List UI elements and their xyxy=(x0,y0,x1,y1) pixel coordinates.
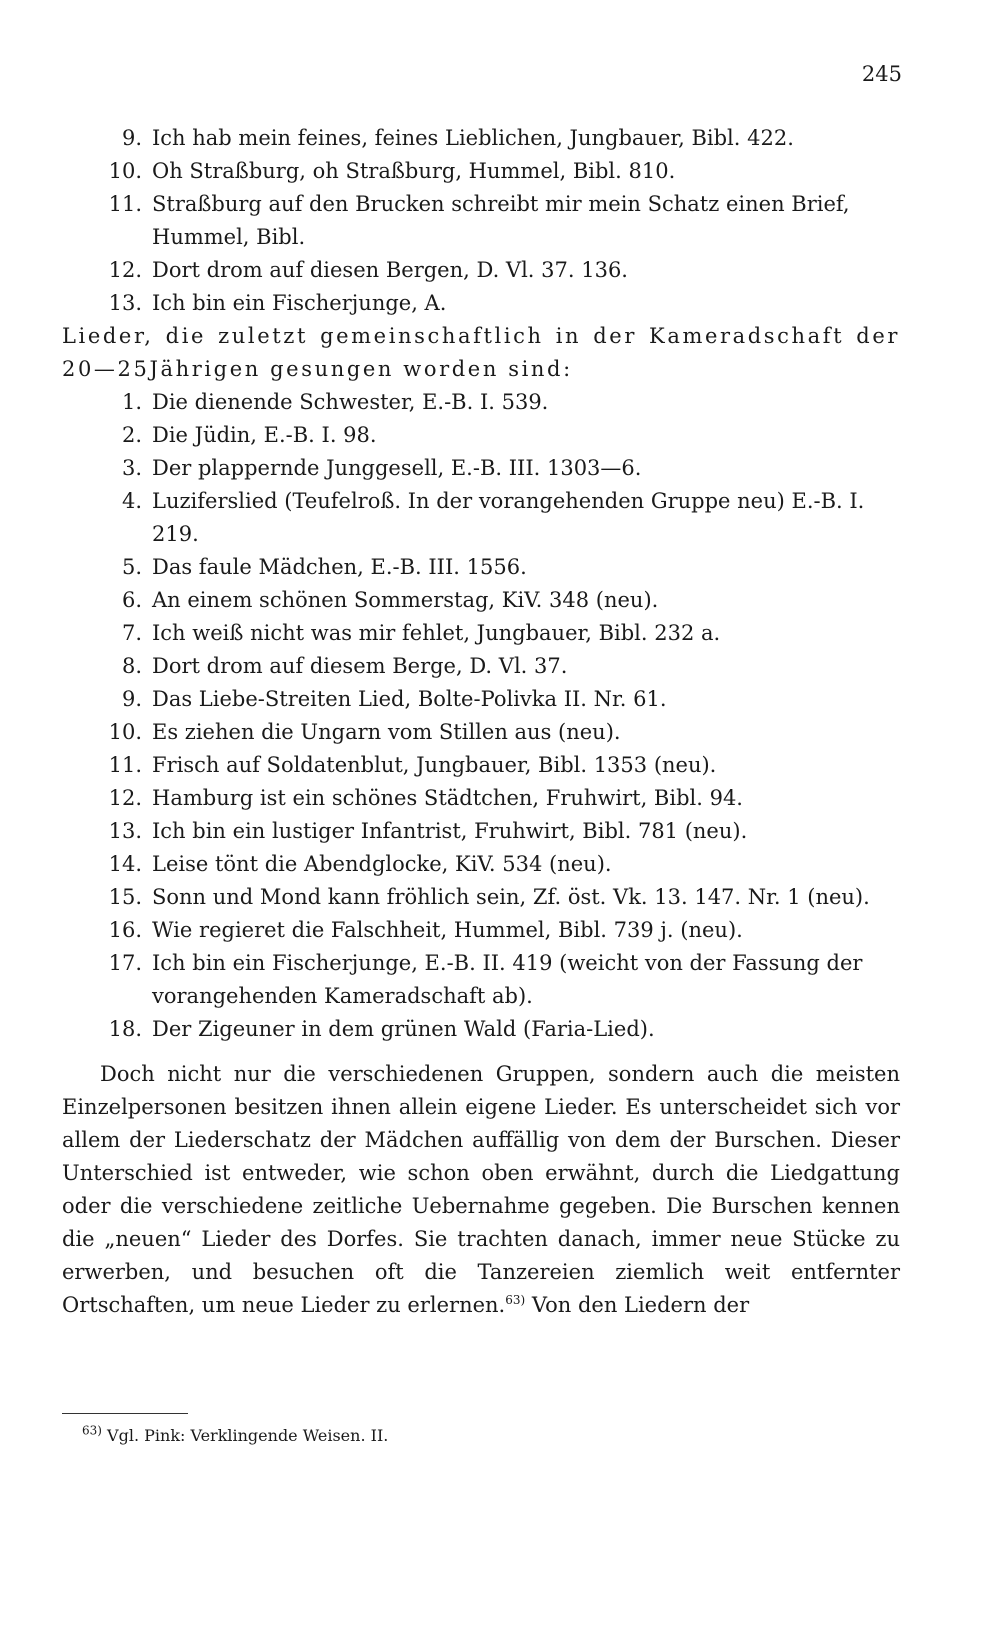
item-number: 12. xyxy=(108,258,142,282)
list-item xyxy=(100,155,900,188)
list-item xyxy=(100,716,900,749)
item-text: Die Jüdin, E.-B. I. 98. xyxy=(152,423,377,447)
footnote-marker: 63) xyxy=(82,1423,102,1438)
item-number: 16. xyxy=(108,918,142,942)
page-number: 245 xyxy=(861,62,902,86)
list-item xyxy=(100,584,900,617)
item-text: Oh Straßburg, oh Straßburg, Hummel, Bibl. 810. xyxy=(152,159,676,183)
list-item xyxy=(100,452,900,485)
footnote-divider xyxy=(62,1413,188,1414)
item-number: 3. xyxy=(121,456,142,480)
item-number: 15. xyxy=(108,885,142,909)
body-paragraph xyxy=(62,1058,900,1322)
item-text: Ich weiß nicht was mir fehlet, Jungbauer, Bibl. 232 a. xyxy=(152,621,721,645)
item-number: 2. xyxy=(121,423,142,447)
item-number: 17. xyxy=(108,951,142,975)
item-number: 8. xyxy=(121,654,142,678)
item-text: Ich bin ein Fischerjunge, A. xyxy=(152,291,447,315)
item-number: 4. xyxy=(121,489,142,513)
item-number: 14. xyxy=(108,852,142,876)
list-item xyxy=(100,947,900,1013)
item-number: 13. xyxy=(108,819,142,843)
footnote-reference: 63) xyxy=(505,1293,526,1307)
list-item xyxy=(100,485,900,551)
item-text: Ich bin ein lustiger Infantrist, Fruhwirt, Bibl. 781 (neu). xyxy=(152,819,748,843)
item-number: 13. xyxy=(108,291,142,315)
list-item xyxy=(100,914,900,947)
list-item xyxy=(100,287,900,320)
list-item xyxy=(100,848,900,881)
list-item xyxy=(100,881,900,914)
list-item xyxy=(100,617,900,650)
paragraph-text: Doch nicht nur die verschiedenen Gruppen, sondern auch die meisten Einzelpersonen besitzen ihnen allein eigene Lieder. Es unterscheidet sich vor allem der Liederschatz der Mädchen auffällig von dem der Burschen. Dieser Unterschied ist entweder, wie schon oben erwähnt, durch die Liedgattung oder die verschiedene zeitliche Uebernahme gegeben. Die Burschen kennen die „neuen“ Lieder des Dorfes. Sie trachten danach, immer neue Stücke zu erwerben, und besuchen oft die Tanzereien ziemlich weit entfernter Ortschaften, um neue Lieder zu erlernen. xyxy=(62,1062,900,1317)
item-text: Luziferslied (Teufelroß. In der vorangehenden Gruppe neu) E.-B. I. 219. xyxy=(152,489,865,546)
section-heading: Lieder, die zuletzt gemeinschaftlich in der Kameradschaft der 20—25Jährigen gesungen worden sind: xyxy=(62,324,900,381)
item-text: Leise tönt die Abendglocke, KiV. 534 (neu). xyxy=(152,852,612,876)
item-text: Wie regieret die Falschheit, Hummel, Bibl. 739 j. (neu). xyxy=(152,918,743,942)
item-text: Dort drom auf diesen Bergen, D. Vl. 37. 136. xyxy=(152,258,628,282)
list-item xyxy=(100,782,900,815)
item-text: Ich hab mein feines, feines Lieblichen, Jungbauer, Bibl. 422. xyxy=(152,126,794,150)
list-item xyxy=(100,419,900,452)
song-list-kameradschaft xyxy=(100,386,900,1046)
list-item xyxy=(100,650,900,683)
footnote xyxy=(82,1423,389,1445)
page-content xyxy=(62,122,900,1322)
paragraph-text-continued: Von den Liedern der xyxy=(525,1293,750,1317)
list-item xyxy=(100,122,900,155)
item-number: 10. xyxy=(108,720,142,744)
item-text: Der plappernde Junggesell, E.-B. III. 1303—6. xyxy=(152,456,642,480)
item-number: 10. xyxy=(108,159,142,183)
list-item xyxy=(100,254,900,287)
list-item xyxy=(100,749,900,782)
item-number: 6. xyxy=(121,588,142,612)
footnote-text: Vgl. Pink: Verklingende Weisen. II. xyxy=(101,1426,389,1445)
list-item xyxy=(100,1013,900,1046)
list-item xyxy=(100,815,900,848)
item-number: 11. xyxy=(108,753,142,777)
item-text: Sonn und Mond kann fröhlich sein, Zf. öst. Vk. 13. 147. Nr. 1 (neu). xyxy=(152,885,870,909)
item-number: 18. xyxy=(108,1017,142,1041)
item-number: 5. xyxy=(121,555,142,579)
list-item xyxy=(100,551,900,584)
item-text: Hamburg ist ein schönes Städtchen, Fruhwirt, Bibl. 94. xyxy=(152,786,743,810)
item-number: 9. xyxy=(121,126,142,150)
item-text: An einem schönen Sommerstag, KiV. 348 (neu). xyxy=(152,588,659,612)
item-number: 11. xyxy=(108,192,142,216)
item-number: 12. xyxy=(108,786,142,810)
item-text: Es ziehen die Ungarn vom Stillen aus (neu). xyxy=(152,720,621,744)
item-text: Straßburg auf den Brucken schreibt mir mein Schatz einen Brief, Hummel, Bibl. xyxy=(152,192,850,249)
item-text: Das Liebe-Streiten Lied, Bolte-Polivka II. Nr. 61. xyxy=(152,687,667,711)
song-list-previous-group xyxy=(100,122,900,320)
item-text: Ich bin ein Fischerjunge, E.-B. II. 419 (weicht von der Fassung der vorangehenden Kameradschaft ab). xyxy=(152,951,863,1008)
item-text: Dort drom auf diesem Berge, D. Vl. 37. xyxy=(152,654,568,678)
item-text: Das faule Mädchen, E.-B. III. 1556. xyxy=(152,555,527,579)
item-number: 9. xyxy=(121,687,142,711)
item-number: 1. xyxy=(121,390,142,414)
item-number: 7. xyxy=(121,621,142,645)
item-text: Frisch auf Soldatenblut, Jungbauer, Bibl. 1353 (neu). xyxy=(152,753,717,777)
list-item xyxy=(100,386,900,419)
list-item xyxy=(100,188,900,254)
list-item xyxy=(100,683,900,716)
item-text: Der Zigeuner in dem grünen Wald (Faria-Lied). xyxy=(152,1017,655,1041)
item-text: Die dienende Schwester, E.-B. I. 539. xyxy=(152,390,549,414)
